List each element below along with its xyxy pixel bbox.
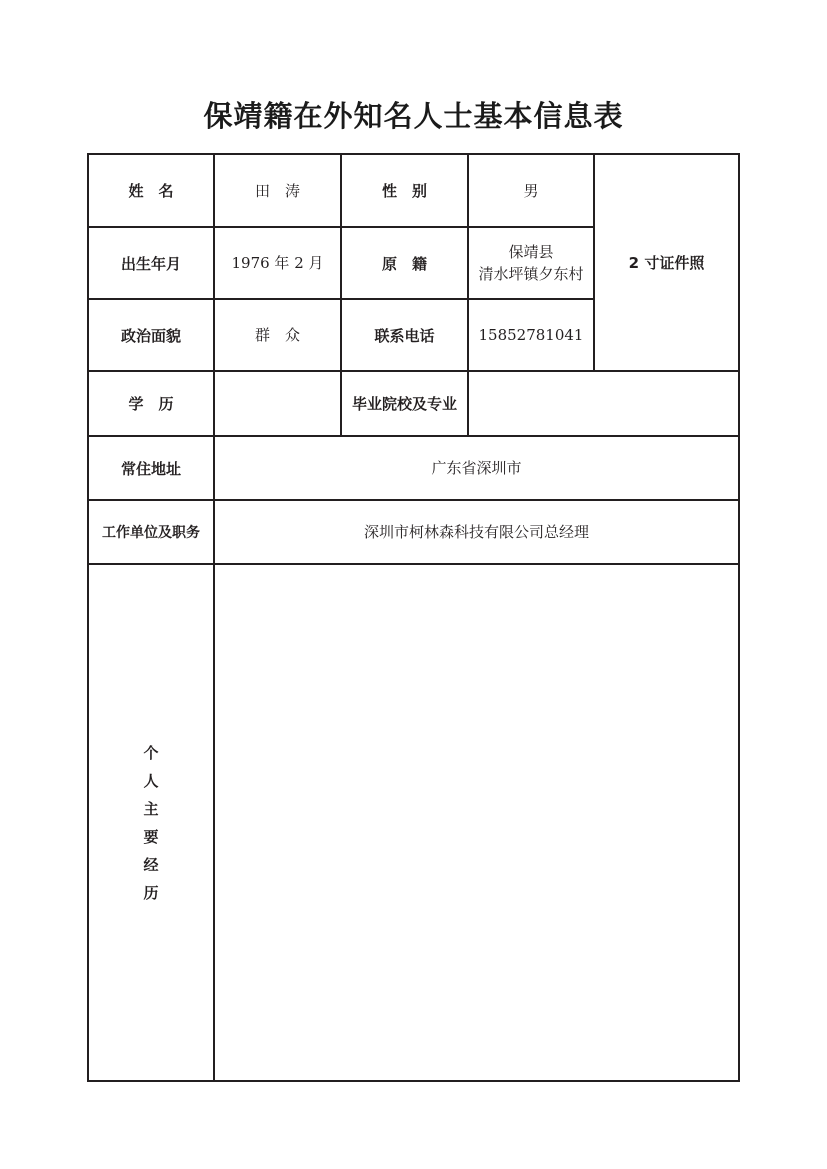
label-experience [89,565,213,1080]
label-birth: 出生年月 [120,254,181,273]
value-origin [469,228,593,298]
page-title: 保靖籍在外知名人士基本信息表 [203,99,624,133]
label-address: 常住地址 [120,459,181,478]
label-political: 政治面貌 [120,326,181,345]
experience-char: 主 [143,799,159,818]
experience-char: 要 [143,827,159,846]
value-address: 广东省深圳市 [431,459,522,477]
value-name: 田 涛 [254,181,300,200]
photo-placeholder: 2 寸证件照 [628,254,705,272]
label-gender: 性 别 [381,182,427,200]
experience-char: 经 [143,855,159,874]
label-origin: 原 籍 [381,254,427,273]
experience-char: 个 [143,743,159,762]
experience-char: 历 [143,883,159,902]
label-phone: 联系电话 [374,326,435,345]
origin-village: 清水坪镇夕东村 [478,265,584,283]
label-education: 学 历 [128,395,174,413]
value-education [215,372,340,435]
value-work: 深圳市柯林森科技有限公司总经理 [363,523,589,541]
value-gender: 男 [523,181,539,200]
value-school [469,372,738,435]
label-school: 毕业院校及专业 [351,395,457,413]
label-work: 工作单位及职务 [102,525,200,541]
value-experience [215,565,738,1080]
info-table [87,153,740,1082]
experience-char: 人 [143,771,159,790]
origin-county: 保靖县 [508,243,554,261]
value-phone: 15852781041 [478,326,584,344]
label-name: 姓 名 [128,182,174,200]
value-political: 群 众 [254,326,300,344]
value-birth: 1976 年 2 月 [231,254,324,272]
